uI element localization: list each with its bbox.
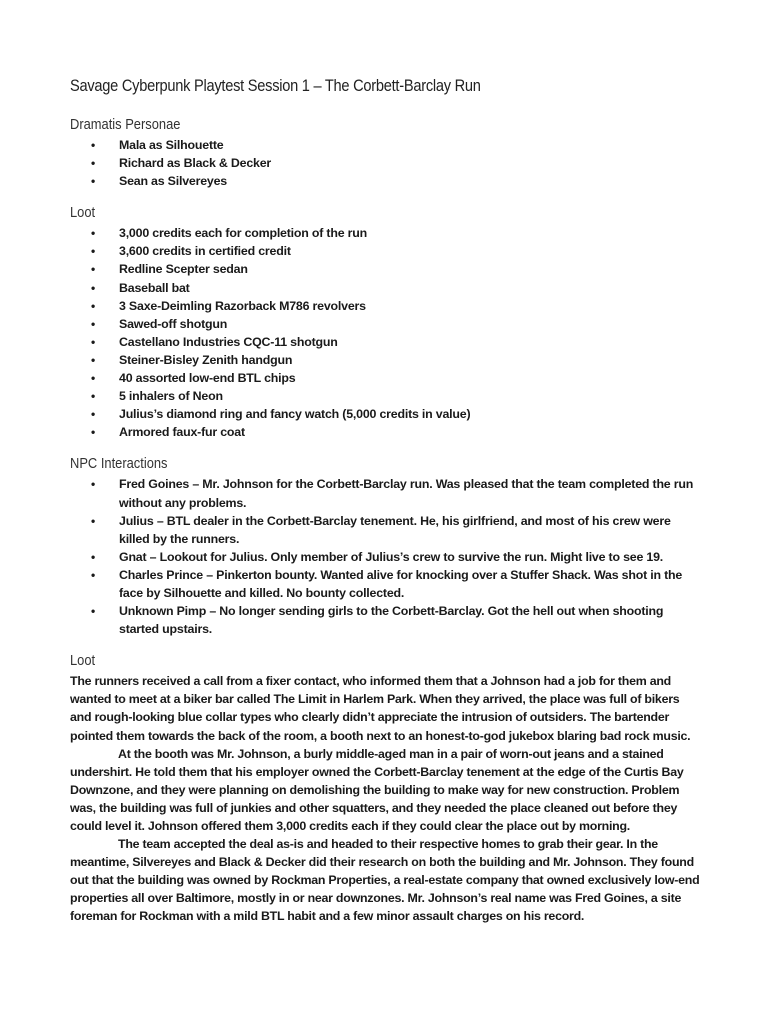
list-item: • Armored faux-fur coat	[70, 423, 700, 441]
narrative-body	[70, 672, 700, 925]
list-item: • Baseball bat	[70, 279, 700, 297]
list-item: • Fred Goines – Mr. Johnson for the Corbett-Barclay run. Was pleased that the team completed the run without any problems.	[70, 475, 700, 511]
list-item: • Unknown Pimp – No longer sending girls to the Corbett-Barclay. Got the hell out when shooting started upstairs.	[70, 602, 700, 638]
list-item: • 3,000 credits each for completion of the run	[70, 224, 700, 242]
list-item: • Sean as Silvereyes	[70, 172, 700, 190]
list-item: • Gnat – Lookout for Julius. Only member of Julius’s crew to survive the run. Might live to see 19.	[70, 548, 700, 566]
npc-list	[70, 475, 700, 638]
list-item: • Mala as Silhouette	[70, 136, 700, 154]
narrative-paragraph: At the booth was Mr. Johnson, a burly middle-aged man in a pair of worn-out jeans and a stained undershirt. He told them that his employer owned the Corbett-Barclay tenement at the edge of the Curtis Bay Downzone, and they were planning on demolishing the building to make way for new construction. Problem was, the building was full of junkies and other squatters, and they needed the place cleaned out before they could level it. Johnson offered them 3,000 credits each if they could clear the place out by morning.	[70, 746, 684, 833]
list-item: • Castellano Industries CQC-11 shotgun	[70, 333, 700, 351]
list-item: • 3,600 credits in certified credit	[70, 242, 700, 260]
npc-heading: NPC Interactions	[70, 455, 168, 473]
dramatis-list	[70, 136, 700, 190]
list-item: • Steiner-Bisley Zenith handgun	[70, 351, 700, 369]
list-item: • 5 inhalers of Neon	[70, 387, 700, 405]
dramatis-heading: Dramatis Personae	[70, 116, 181, 133]
list-item: • Richard as Black & Decker	[70, 154, 700, 172]
list-item: • Charles Prince – Pinkerton bounty. Wanted alive for knocking over a Stuffer Shack. Was shot in the face by Silhouette and killed. No bounty collected.	[70, 566, 700, 602]
list-item: • 3 Saxe-Deimling Razorback M786 revolvers	[70, 297, 700, 315]
list-item: • 40 assorted low-end BTL chips	[70, 369, 700, 387]
loot-heading: Loot	[70, 204, 96, 222]
narrative-heading: Loot	[70, 652, 96, 670]
document-title: Savage Cyberpunk Playtest Session 1 – The Corbett-Barclay Run	[70, 76, 481, 95]
narrative-paragraph: The runners received a call from a fixer contact, who informed them that a Johnson had a job for them and wanted to meet at a biker bar called The Limit in Harlem Park. When they arrived, the place was full of bikers and rough-looking blue collar types who clearly didn’t appreciate the intrusion of outsiders. The bartender pointed them towards the back of the room, a booth next to an honest-to-god jukebox blaring bad rock music.	[70, 674, 691, 743]
document-page	[70, 72, 700, 926]
list-item: • Julius – BTL dealer in the Corbett-Barclay tenement. He, his girlfriend, and most of his crew were killed by the runners.	[70, 512, 700, 548]
list-item: • Sawed-off shotgun	[70, 315, 700, 333]
list-item: • Julius’s diamond ring and fancy watch (5,000 credits in value)	[70, 405, 700, 423]
narrative-paragraph: The team accepted the deal as-is and headed to their respective homes to grab their gear. In the meantime, Silvereyes and Black & Decker did their research on both the building and Mr. Johnson. They found out that the building was owned by Rockman Properties, a real-estate company that owned exclusively low-end properties all over Baltimore, mostly in or near downzones. Mr. Johnson’s real name was Fred Goines, a site foreman for Rockman with a mild BTL habit and a few minor assault charges on his record.	[70, 837, 700, 924]
list-item: • Redline Scepter sedan	[70, 260, 700, 278]
loot-list	[70, 224, 700, 441]
